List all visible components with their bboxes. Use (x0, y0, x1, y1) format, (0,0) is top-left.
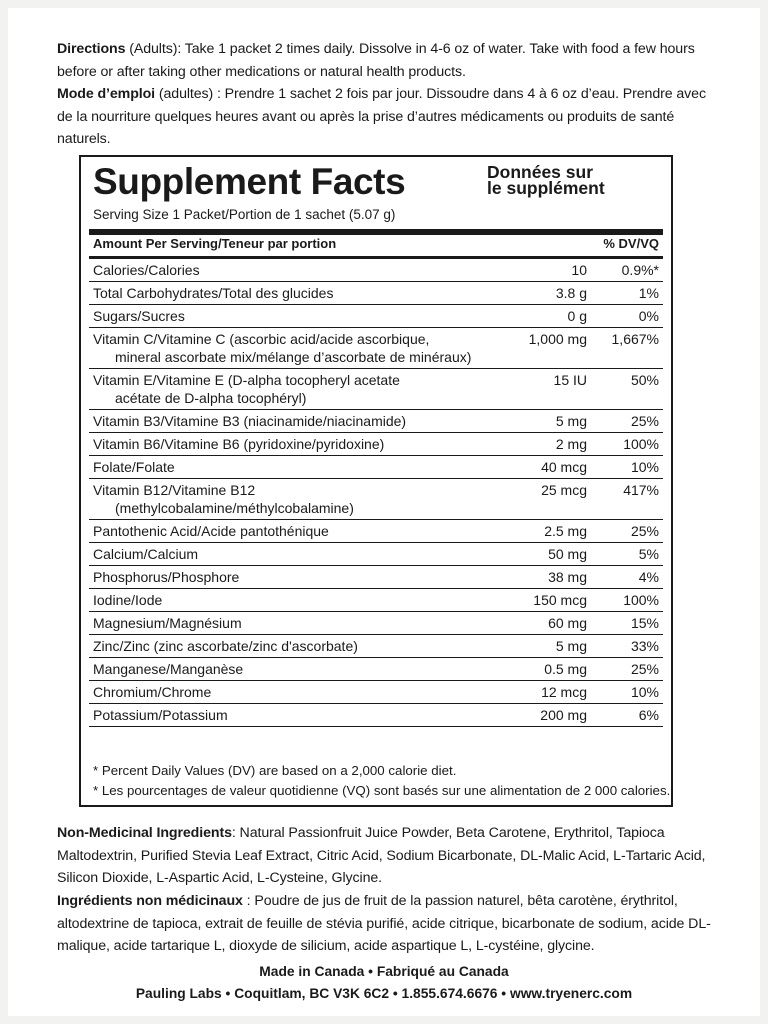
facts-title: Supplement Facts (93, 161, 406, 202)
nutrient-name (93, 591, 513, 609)
nutrient-amount: 50 mg (548, 546, 587, 562)
nutrient-row (89, 259, 663, 282)
nutrient-name-line: Zinc/Zinc (zinc ascorbate/zinc d'ascorbate) (93, 638, 358, 654)
nutrient-name-line: Vitamin B3/Vitamine B3 (niacinamide/niacinamide) (93, 413, 407, 429)
nutrient-name-line: Calcium/Calcium (93, 546, 199, 562)
nutrient-row (89, 479, 663, 520)
nutrient-name (93, 683, 513, 701)
directions-paragraph (57, 38, 713, 83)
nutrient-row (89, 282, 663, 305)
nutrient-row (89, 456, 663, 479)
nutrient-dv: 50% (630, 372, 659, 388)
nutrient-name-line: Vitamin B6/Vitamine B6 (pyridoxine/pyridoxine) (93, 436, 385, 452)
nutrient-dv: 1,667% (611, 331, 659, 347)
serving-size: Serving Size 1 Packet/Portion de 1 sachet (5.07 g) (93, 207, 396, 222)
nutrient-amount: 1,000 mg (528, 331, 587, 347)
nutrient-name-continuation: (methylcobalamine/méthylcobalamine) (115, 500, 354, 516)
nutrient-rows (89, 259, 663, 727)
facts-title-fr-line-2: le supplément (487, 178, 605, 198)
nutrient-name-continuation: mineral ascorbate mix/mélange d’ascorbate de minéraux) (115, 349, 472, 365)
nutrient-name (93, 637, 513, 655)
nutrient-name (93, 568, 513, 586)
nutrient-dv: 100% (623, 592, 659, 608)
nutrient-row (89, 704, 663, 727)
nutrient-name (93, 545, 513, 563)
nutrient-dv: 10% (630, 459, 659, 475)
nutrient-row (89, 410, 663, 433)
nutrient-name (93, 481, 513, 517)
nutrient-name-line: Calories/Calories (93, 262, 200, 278)
nutrient-name (93, 261, 513, 279)
nutrient-name-line: Vitamin E/Vitamine E (D-alpha tocopheryl acetate (93, 372, 400, 388)
nutrient-row (89, 635, 663, 658)
nutrient-row (89, 433, 663, 456)
nutrient-row (89, 566, 663, 589)
ingredients-fr-text: : Poudre de jus de fruit de la passion naturel, bêta carotène, érythritol, altodextrine de tapioca, extrait de feuille de stévia purifié, acide citrique, bicarbonate de sodium, acide DL-malique, acide tartarique L, dioxyde de silicium, acide aspartique L, L-cystéine, glycine. (57, 893, 711, 955)
nutrient-row (89, 305, 663, 328)
nutrient-name-line: Vitamin C/Vitamine C (ascorbic acid/acide ascorbique, (93, 331, 430, 347)
nutrient-row (89, 589, 663, 612)
ingredients-en-paragraph (57, 822, 713, 890)
nutrient-dv: 4% (638, 569, 659, 585)
nutrient-dv: 0% (638, 308, 659, 324)
made-in-canada: Made in Canada • Fabriqué au Canada (259, 964, 509, 979)
nutrient-amount: 60 mg (548, 615, 587, 631)
company-contact: Pauling Labs • Coquitlam, BC V3K 6C2 • 1.855.674.6676 • www.tryenerc.com (135, 986, 633, 1001)
nutrient-row (89, 369, 663, 410)
nutrient-dv: 25% (630, 523, 659, 539)
nutrient-name (93, 660, 513, 678)
ingredients-en-label: Non-Medicinal Ingredients (57, 825, 232, 841)
nutrient-name (93, 284, 513, 302)
nutrient-amount: 25 mcg (541, 482, 587, 498)
nutrient-dv: 0.9%* (621, 262, 659, 278)
nutrient-amount: 12 mcg (541, 684, 587, 700)
mode-emploi-text: (adultes) : Prendre 1 sachet 2 fois par jour. Dissoudre dans 4 à 6 oz d’eau. Prendre avec de la nourriture quelques heures avant ou après la prise d’autres médicaments ou produits de santé naturels. (57, 86, 706, 148)
nutrient-name-line: Phosphorus/Phosphore (93, 569, 240, 585)
thick-divider (89, 229, 663, 235)
nutrient-row (89, 543, 663, 566)
nutrient-dv: 5% (638, 546, 659, 562)
amount-per-serving-header: Amount Per Serving/Teneur par portion (93, 236, 337, 251)
mode-emploi-label: Mode d’emploi (57, 86, 156, 102)
nutrient-amount: 2 mg (555, 436, 587, 452)
nutrient-dv: 10% (630, 684, 659, 700)
directions-label: Directions (57, 41, 126, 57)
nutrient-amount: 3.8 g (555, 285, 587, 301)
nutrient-row (89, 658, 663, 681)
nutrient-name-line: Iodine/Iode (93, 592, 163, 608)
nutrient-dv: 15% (630, 615, 659, 631)
nutrient-amount: 10 (571, 262, 587, 278)
nutrient-row (89, 612, 663, 635)
nutrient-dv: 25% (630, 413, 659, 429)
nutrient-name-line: Potassium/Potassium (93, 707, 228, 723)
ingredients-fr-paragraph (57, 890, 713, 958)
nutrient-dv: 33% (630, 638, 659, 654)
footnotes (93, 761, 670, 801)
facts-title-fr (487, 164, 672, 196)
nutrient-name (93, 458, 513, 476)
facts-title-fr-line-1: Données sur (487, 162, 593, 182)
nutrient-name-line: Vitamin B12/Vitamine B12 (93, 482, 256, 498)
nutrient-name (93, 435, 513, 453)
nutrient-name-line: Pantothenic Acid/Acide pantothénique (93, 523, 329, 539)
nutrient-amount: 2.5 mg (544, 523, 587, 539)
footnote-fr: * Les pourcentages de valeur quotidienne (VQ) sont basés sur une alimentation de 2 000 calories. (93, 783, 671, 798)
nutrient-name (93, 371, 513, 407)
nutrient-amount: 200 mg (540, 707, 587, 723)
dv-header: % DV/VQ (603, 236, 659, 251)
nutrient-amount: 5 mg (555, 638, 587, 654)
nutrient-amount: 5 mg (555, 413, 587, 429)
nutrient-amount: 40 mcg (541, 459, 587, 475)
nutrient-amount: 0 g (567, 308, 587, 324)
nutrient-name (93, 330, 513, 366)
nutrient-name-continuation: acétate de D-alpha tocophéryl) (115, 390, 307, 406)
mode-emploi-paragraph (57, 83, 713, 151)
nutrient-name (93, 522, 513, 540)
nutrient-name-line: Folate/Folate (93, 459, 175, 475)
facts-header-row (93, 236, 659, 256)
nutrient-dv: 25% (630, 661, 659, 677)
nutrient-row (89, 328, 663, 369)
footnote-en: * Percent Daily Values (DV) are based on a 2,000 calorie diet. (93, 763, 457, 778)
supplement-facts-panel (79, 155, 673, 807)
nutrient-name-line: Chromium/Chrome (93, 684, 212, 700)
nutrient-name-line: Manganese/Manganèse (93, 661, 244, 677)
nutrient-name-line: Total Carbohydrates/Total des glucides (93, 285, 334, 301)
nutrient-row (89, 681, 663, 704)
ingredients-en-text: : Natural Passionfruit Juice Powder, Beta Carotene, Erythritol, Tapioca Maltodextrin, Purified Stevia Leaf Extract, Citric Acid, Sodium Bicarbonate, DL-Malic Acid, L-Tartaric Acid, Silicon Dioxide, L-Aspartic Acid, L-Cysteine, Glycine. (57, 825, 706, 887)
nutrient-dv: 417% (623, 482, 659, 498)
nutrient-name (93, 307, 513, 325)
nutrient-dv: 6% (638, 707, 659, 723)
nutrient-name-line: Magnesium/Magnésium (93, 615, 242, 631)
nutrient-name-line: Sugars/Sucres (93, 308, 185, 324)
nutrient-amount: 15 IU (553, 372, 587, 388)
nutrient-dv: 100% (623, 436, 659, 452)
ingredients-fr-label: Ingrédients non médicinaux (57, 893, 243, 909)
nutrient-amount: 0.5 mg (544, 661, 587, 677)
nutrient-name (93, 706, 513, 724)
nutrient-dv: 1% (638, 285, 659, 301)
directions-text: (Adults): Take 1 packet 2 times daily. Dissolve in 4-6 oz of water. Take with food a few hours before or after taking other medications or natural health products. (57, 41, 695, 80)
nutrient-amount: 38 mg (548, 569, 587, 585)
nutrient-amount: 150 mcg (533, 592, 587, 608)
nutrient-name (93, 412, 513, 430)
nutrient-name (93, 614, 513, 632)
nutrient-row (89, 520, 663, 543)
